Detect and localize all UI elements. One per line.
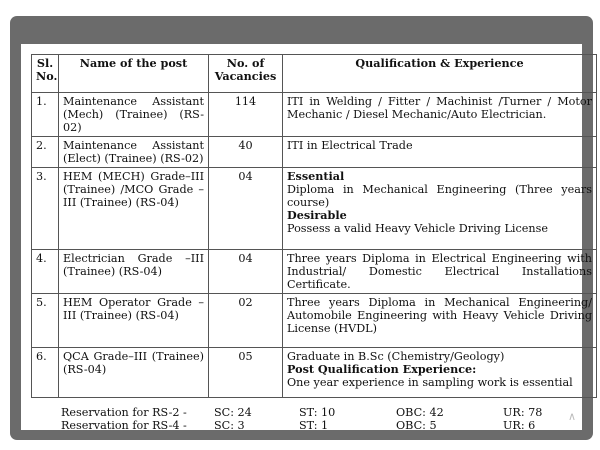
row-sl: 1. xyxy=(32,93,59,137)
reservation-obc: OBC: 5 xyxy=(396,419,437,432)
scroll-up-icon[interactable]: ∧ xyxy=(567,410,576,423)
row-sl: 6. xyxy=(32,348,59,398)
reservation-label: Reservation for RS-4 - xyxy=(61,419,187,432)
table-row xyxy=(32,168,597,250)
header-vacancies: No. of Vacancies xyxy=(209,55,283,93)
header-sl-no: Sl. No. xyxy=(32,55,59,93)
header-post-name: Name of the post xyxy=(59,55,209,93)
row-vacancies: 114 xyxy=(209,93,283,137)
desirable-text: Possess a valid Heavy Vehicle Driving License xyxy=(287,222,548,235)
row-vacancies: 04 xyxy=(209,168,283,250)
row-qualification: Three years Diploma in Mechanical Engineering/ Automobile Engineering with Heavy Vehicle Driving License (HVDL) xyxy=(283,294,597,348)
reservation-line-rs4 xyxy=(21,419,582,433)
row-vacancies: 40 xyxy=(209,137,283,168)
row-post-name: Maintenance Assistant (Elect) (Trainee) (RS-02) xyxy=(59,137,209,168)
table-row xyxy=(32,250,597,294)
reservation-ur: UR: 6 xyxy=(503,419,536,432)
row-post-name: Maintenance Assistant (Mech) (Trainee) (RS-02) xyxy=(59,93,209,137)
row-qualification xyxy=(283,168,597,250)
row-qualification: ITI in Welding / Fitter / Machinist /Turner / Motor Mechanic / Diesel Mechanic/Auto Electrician. xyxy=(283,93,597,137)
post-qualification-heading: Post Qualification Experience: xyxy=(287,362,477,376)
row-post-name: Electrician Grade –III (Trainee) (RS-04) xyxy=(59,250,209,294)
table-row xyxy=(32,294,597,348)
row-sl: 5. xyxy=(32,294,59,348)
row-sl: 3. xyxy=(32,168,59,250)
reservation-sc: SC: 3 xyxy=(214,419,245,432)
table-row xyxy=(32,348,597,398)
table-row xyxy=(32,137,597,168)
desirable-heading: Desirable xyxy=(287,208,347,222)
row-vacancies: 05 xyxy=(209,348,283,398)
reservation-st: ST: 10 xyxy=(299,406,336,419)
reservation-st: ST: 1 xyxy=(299,419,329,432)
row-post-name: QCA Grade–III (Trainee) (RS-04) xyxy=(59,348,209,398)
row-vacancies: 02 xyxy=(209,294,283,348)
reservation-ur: UR: 78 xyxy=(503,406,543,419)
table-header-row xyxy=(32,55,597,93)
row-qualification xyxy=(283,348,597,398)
header-qualification: Qualification & Experience xyxy=(283,55,597,93)
table-row xyxy=(32,93,597,137)
post-qualification-text: One year experience in sampling work is essential xyxy=(287,376,573,389)
reservation-sc: SC: 24 xyxy=(214,406,252,419)
reservation-line-rs2 xyxy=(21,406,582,420)
slide-frame xyxy=(10,16,593,440)
row-post-name: HEM Operator Grade –III (Trainee) (RS-04) xyxy=(59,294,209,348)
reservation-obc: OBC: 42 xyxy=(396,406,444,419)
reservation-label: Reservation for RS-2 - xyxy=(61,406,187,419)
row-sl: 2. xyxy=(32,137,59,168)
row-post-name: HEM (MECH) Grade–III (Trainee) /MCO Grade – III (Trainee) (RS-04) xyxy=(59,168,209,250)
essential-text: Diploma in Mechanical Engineering (Three years course) xyxy=(287,183,592,209)
qualification-text: Graduate in B.Sc (Chemistry/Geology) xyxy=(287,350,505,363)
row-sl: 4. xyxy=(32,250,59,294)
vacancy-table xyxy=(31,54,597,398)
essential-heading: Essential xyxy=(287,169,345,183)
row-qualification: ITI in Electrical Trade xyxy=(283,137,597,168)
row-qualification: Three years Diploma in Electrical Engineering with Industrial/ Domestic Electrical Installations Certificate. xyxy=(283,250,597,294)
document-page xyxy=(21,44,592,432)
row-vacancies: 04 xyxy=(209,250,283,294)
